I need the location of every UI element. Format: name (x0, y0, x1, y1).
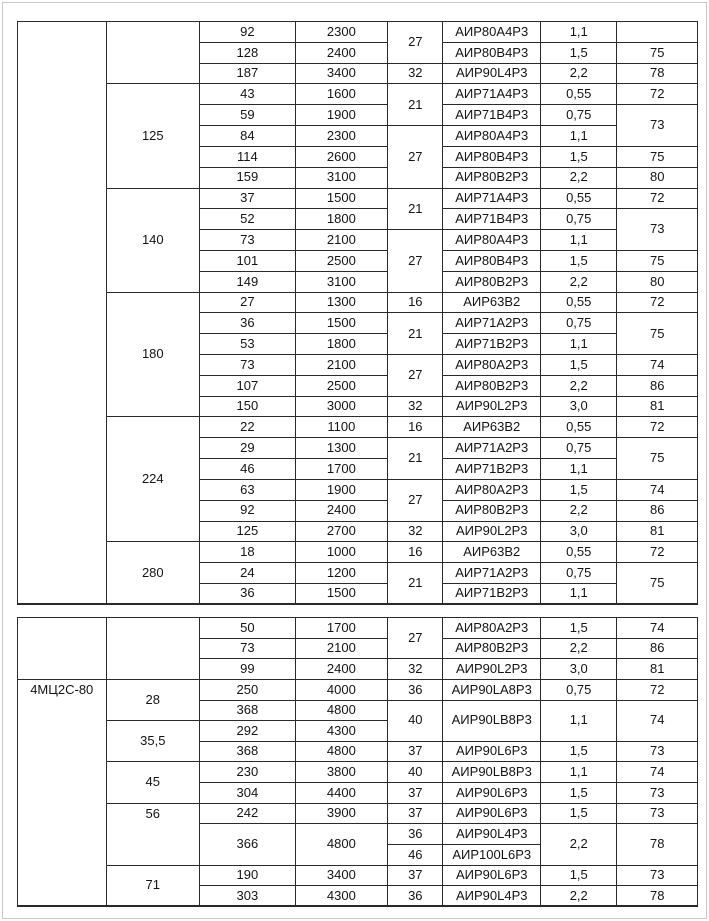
table-cell: 22 (200, 417, 296, 438)
table-cell: 2,2 (541, 500, 617, 521)
motor-type-cell: АИР71В2Р3 (443, 459, 541, 480)
table-cell: 1,5 (541, 741, 617, 762)
table-cell: 16 (388, 542, 443, 563)
table-cell: 86 (617, 638, 698, 659)
table-cell: 3,0 (541, 659, 617, 680)
table-cell: 2,2 (541, 824, 617, 865)
table-cell: 73 (617, 803, 698, 824)
empty-cell (617, 22, 698, 43)
table-cell: 3100 (295, 167, 388, 188)
table-cell: 72 (617, 542, 698, 563)
table-cell: 1,5 (541, 250, 617, 271)
table-cell: 4000 (295, 679, 388, 700)
table-cell: 187 (200, 63, 296, 84)
table-cell: 3,0 (541, 521, 617, 542)
group-value-cell (106, 22, 200, 84)
table-cell: 73 (617, 105, 698, 147)
table-cell: 1,1 (541, 700, 617, 741)
motor-type-cell: АИР90L6Р3 (443, 803, 541, 824)
table-cell: 1000 (295, 542, 388, 563)
table-cell: 1600 (295, 84, 388, 105)
table-row (18, 417, 698, 438)
table-cell: 1,1 (541, 22, 617, 43)
table-cell: 63 (200, 479, 296, 500)
table-cell: 2,2 (541, 167, 617, 188)
motor-type-cell: АИР90L4Р3 (443, 63, 541, 84)
table-cell: 84 (200, 126, 296, 147)
table-row (18, 292, 698, 313)
table-cell: 74 (617, 700, 698, 741)
table-row (18, 762, 698, 783)
table-cell: 73 (617, 209, 698, 251)
table-cell: 27 (388, 479, 443, 521)
table-cell: 81 (617, 521, 698, 542)
table-cell: 1,5 (541, 618, 617, 639)
table-cell: 128 (200, 42, 296, 63)
table-cell: 32 (388, 659, 443, 680)
table-cell: 36 (388, 679, 443, 700)
table-cell: 0,75 (541, 563, 617, 584)
table-cell: 190 (200, 865, 296, 886)
table-cell: 4300 (295, 721, 388, 742)
motor-type-cell: АИР90L4Р3 (443, 824, 541, 845)
table-cell: 32 (388, 521, 443, 542)
table-cell: 43 (200, 84, 296, 105)
motor-type-cell: АИР71А2Р3 (443, 563, 541, 584)
table-cell: 75 (617, 146, 698, 167)
table-cell: 2100 (295, 230, 388, 251)
table-cell: 2,2 (541, 271, 617, 292)
table-cell: 0,55 (541, 188, 617, 209)
motor-type-cell: АИР90L2Р3 (443, 521, 541, 542)
motor-type-cell: АИР63В2 (443, 542, 541, 563)
group-value-cell: 35,5 (106, 721, 200, 762)
table-cell: 0,75 (541, 679, 617, 700)
motor-type-cell: АИР80А2Р3 (443, 618, 541, 639)
table-row (18, 679, 698, 700)
group-value-cell: 45 (106, 762, 200, 803)
table-cell: 1,1 (541, 126, 617, 147)
table-cell: 2100 (295, 355, 388, 376)
motor-type-cell: АИР71В2Р3 (443, 334, 541, 355)
motor-type-cell: АИР71А4Р3 (443, 188, 541, 209)
table-cell: 3400 (295, 865, 388, 886)
table-cell: 72 (617, 679, 698, 700)
table-cell: 40 (388, 762, 443, 783)
table-cell: 40 (388, 700, 443, 741)
motor-type-cell: АИР80А2Р3 (443, 355, 541, 376)
table-cell: 37 (388, 741, 443, 762)
table-cell: 2700 (295, 521, 388, 542)
table-cell: 0,55 (541, 417, 617, 438)
table-cell: 36 (388, 824, 443, 845)
table-cell: 304 (200, 783, 296, 804)
group-value-cell: 180 (106, 292, 200, 417)
table-cell: 75 (617, 250, 698, 271)
group-value-cell: 71 (106, 865, 200, 906)
table-cell: 18 (200, 542, 296, 563)
table-cell: 72 (617, 188, 698, 209)
table-cell: 2,2 (541, 375, 617, 396)
table-cell: 101 (200, 250, 296, 271)
table-body (18, 618, 698, 907)
table-cell: 73 (617, 783, 698, 804)
table-cell: 73 (200, 230, 296, 251)
table-cell: 1800 (295, 209, 388, 230)
motor-type-cell: АИР100L6Р3 (443, 844, 541, 865)
table-cell: 73 (200, 638, 296, 659)
table-cell: 1800 (295, 334, 388, 355)
table-cell: 50 (200, 618, 296, 639)
motor-type-cell: АИР90L2Р3 (443, 659, 541, 680)
motor-type-cell: АИР71В4Р3 (443, 105, 541, 126)
table-cell: 1900 (295, 479, 388, 500)
table-cell: 4800 (295, 741, 388, 762)
table-row (18, 865, 698, 886)
group-value-cell: 56 (106, 803, 200, 865)
table-cell: 1200 (295, 563, 388, 584)
group-value-cell: 125 (106, 84, 200, 188)
table-cell: 230 (200, 762, 296, 783)
table-cell: 16 (388, 417, 443, 438)
motor-type-cell: АИР80А4Р3 (443, 22, 541, 43)
table-cell: 21 (388, 313, 443, 355)
table-cell: 1,1 (541, 230, 617, 251)
table-cell: 3400 (295, 63, 388, 84)
table-cell: 74 (617, 762, 698, 783)
table-cell: 46 (200, 459, 296, 480)
table-cell: 292 (200, 721, 296, 742)
table-cell: 52 (200, 209, 296, 230)
group-value-cell: 280 (106, 542, 200, 604)
table-cell: 92 (200, 22, 296, 43)
table-cell: 78 (617, 824, 698, 865)
table-cell: 75 (617, 313, 698, 355)
table-cell: 303 (200, 886, 296, 907)
table-row (18, 188, 698, 209)
table-cell: 27 (388, 355, 443, 397)
table-cell: 1,5 (541, 783, 617, 804)
table-cell: 46 (388, 844, 443, 865)
motor-type-cell: АИР90L6Р3 (443, 741, 541, 762)
table-cell: 2100 (295, 638, 388, 659)
group-value-cell: 224 (106, 417, 200, 542)
table-cell: 37 (388, 803, 443, 824)
table-cell: 1,1 (541, 583, 617, 604)
table-cell: 2400 (295, 42, 388, 63)
table-row (18, 542, 698, 563)
table-cell: 2600 (295, 146, 388, 167)
table-cell: 1500 (295, 313, 388, 334)
table-cell: 1,5 (541, 42, 617, 63)
table-cell: 74 (617, 618, 698, 639)
table-cell: 150 (200, 396, 296, 417)
table-cell: 80 (617, 167, 698, 188)
table-cell: 73 (200, 355, 296, 376)
model-name-cell (18, 618, 107, 680)
table-cell: 21 (388, 188, 443, 230)
table-cell: 1,1 (541, 459, 617, 480)
table-row (18, 618, 698, 639)
document-page (2, 2, 707, 919)
table-cell: 1700 (295, 459, 388, 480)
table-cell: 0,55 (541, 542, 617, 563)
table-cell: 27 (388, 618, 443, 659)
table-cell: 37 (388, 865, 443, 886)
motor-type-cell: АИР80В2Р3 (443, 271, 541, 292)
table-cell: 3100 (295, 271, 388, 292)
table-cell: 36 (200, 313, 296, 334)
table-cell: 21 (388, 438, 443, 480)
table-cell: 2300 (295, 126, 388, 147)
table-cell: 1500 (295, 583, 388, 604)
table-cell: 0,75 (541, 438, 617, 459)
table-row (18, 803, 698, 824)
motor-type-cell: АИР71А2Р3 (443, 313, 541, 334)
table-cell: 2400 (295, 500, 388, 521)
gearmotor-spec-table-lower (17, 617, 698, 907)
table-cell: 92 (200, 500, 296, 521)
table-cell: 24 (200, 563, 296, 584)
table-cell: 3900 (295, 803, 388, 824)
motor-type-cell: АИР71А2Р3 (443, 438, 541, 459)
table-cell: 366 (200, 824, 296, 865)
motor-type-cell: АИР80В4Р3 (443, 42, 541, 63)
model-name-cell: 4МЦ2С-80 (18, 679, 107, 906)
table-cell: 1,1 (541, 762, 617, 783)
motor-type-cell: АИР80В2Р3 (443, 500, 541, 521)
table-cell: 80 (617, 271, 698, 292)
table-cell: 32 (388, 63, 443, 84)
table-cell: 2500 (295, 375, 388, 396)
table-cell: 72 (617, 417, 698, 438)
table-cell: 1,5 (541, 865, 617, 886)
table-cell: 75 (617, 42, 698, 63)
group-value-cell: 140 (106, 188, 200, 292)
table-cell: 1100 (295, 417, 388, 438)
table-cell: 0,55 (541, 292, 617, 313)
table-cell: 81 (617, 396, 698, 417)
table-cell: 73 (617, 741, 698, 762)
table-cell: 0,75 (541, 313, 617, 334)
table-cell: 3800 (295, 762, 388, 783)
table-cell: 159 (200, 167, 296, 188)
table-cell: 74 (617, 479, 698, 500)
motor-type-cell: АИР90LB8Р3 (443, 700, 541, 741)
table-cell: 37 (388, 783, 443, 804)
table-cell: 78 (617, 886, 698, 907)
table-cell: 86 (617, 375, 698, 396)
table-cell: 1500 (295, 188, 388, 209)
table-cell: 27 (388, 230, 443, 292)
table-cell: 1,1 (541, 334, 617, 355)
table-cell: 2500 (295, 250, 388, 271)
table-cell: 36 (200, 583, 296, 604)
table-cell: 2,2 (541, 63, 617, 84)
table-row (18, 22, 698, 43)
table-cell: 29 (200, 438, 296, 459)
motor-type-cell: АИР80В2Р3 (443, 167, 541, 188)
table-cell: 1,5 (541, 355, 617, 376)
motor-type-cell: АИР90L4Р3 (443, 886, 541, 907)
table-cell: 4300 (295, 886, 388, 907)
table-cell: 37 (200, 188, 296, 209)
motor-type-cell: АИР71А4Р3 (443, 84, 541, 105)
table-cell: 81 (617, 659, 698, 680)
table-cell: 78 (617, 63, 698, 84)
motor-type-cell: АИР90LA8Р3 (443, 679, 541, 700)
table-cell: 32 (388, 396, 443, 417)
table-cell: 368 (200, 700, 296, 721)
table-cell: 107 (200, 375, 296, 396)
table-row (18, 84, 698, 105)
table-cell: 149 (200, 271, 296, 292)
motor-type-cell: АИР80В4Р3 (443, 146, 541, 167)
motor-type-cell: АИР63В2 (443, 417, 541, 438)
table-cell: 27 (200, 292, 296, 313)
table-cell: 75 (617, 438, 698, 480)
motor-type-cell: АИР90L2Р3 (443, 396, 541, 417)
motor-type-cell: АИР71В2Р3 (443, 583, 541, 604)
model-name-cell (18, 22, 107, 605)
table-cell: 0,75 (541, 209, 617, 230)
table-cell: 2400 (295, 659, 388, 680)
table-cell: 1,5 (541, 146, 617, 167)
group-value-cell: 28 (106, 679, 200, 720)
table-cell: 59 (200, 105, 296, 126)
motor-type-cell: АИР80В4Р3 (443, 250, 541, 271)
table-cell: 86 (617, 500, 698, 521)
table-cell: 72 (617, 292, 698, 313)
table-cell: 74 (617, 355, 698, 376)
table-cell: 114 (200, 146, 296, 167)
motor-type-cell: АИР80В2Р3 (443, 375, 541, 396)
table-body (18, 22, 698, 605)
table-cell: 3,0 (541, 396, 617, 417)
group-value-cell (106, 618, 200, 680)
table-cell: 1700 (295, 618, 388, 639)
table-cell: 0,75 (541, 105, 617, 126)
table-cell: 27 (388, 126, 443, 188)
table-cell: 2300 (295, 22, 388, 43)
motor-type-cell: АИР90L6Р3 (443, 865, 541, 886)
table-cell: 72 (617, 84, 698, 105)
motor-type-cell: АИР63В2 (443, 292, 541, 313)
table-cell: 16 (388, 292, 443, 313)
table-cell: 242 (200, 803, 296, 824)
table-cell: 1300 (295, 438, 388, 459)
motor-type-cell: АИР80А4Р3 (443, 230, 541, 251)
table-cell: 27 (388, 22, 443, 64)
table-cell: 1,5 (541, 479, 617, 500)
motor-type-cell: АИР90LB8Р3 (443, 762, 541, 783)
table-cell: 4800 (295, 824, 388, 865)
table-cell: 99 (200, 659, 296, 680)
table-cell: 1300 (295, 292, 388, 313)
table-cell: 73 (617, 865, 698, 886)
table-cell: 4400 (295, 783, 388, 804)
table-cell: 21 (388, 84, 443, 126)
table-cell: 0,55 (541, 84, 617, 105)
table-cell: 2,2 (541, 886, 617, 907)
table-cell: 75 (617, 563, 698, 605)
table-cell: 36 (388, 886, 443, 907)
table-cell: 125 (200, 521, 296, 542)
table-cell: 368 (200, 741, 296, 762)
table-cell: 250 (200, 679, 296, 700)
table-cell: 4800 (295, 700, 388, 721)
table-cell: 2,2 (541, 638, 617, 659)
gearmotor-spec-table-upper (17, 21, 698, 605)
table-cell: 1,5 (541, 803, 617, 824)
table-cell: 21 (388, 563, 443, 605)
table-cell: 53 (200, 334, 296, 355)
table-cell: 3000 (295, 396, 388, 417)
motor-type-cell: АИР80А4Р3 (443, 126, 541, 147)
motor-type-cell: АИР80В2Р3 (443, 638, 541, 659)
motor-type-cell: АИР80А2Р3 (443, 479, 541, 500)
motor-type-cell: АИР90L6Р3 (443, 783, 541, 804)
table-cell: 1900 (295, 105, 388, 126)
motor-type-cell: АИР71В4Р3 (443, 209, 541, 230)
